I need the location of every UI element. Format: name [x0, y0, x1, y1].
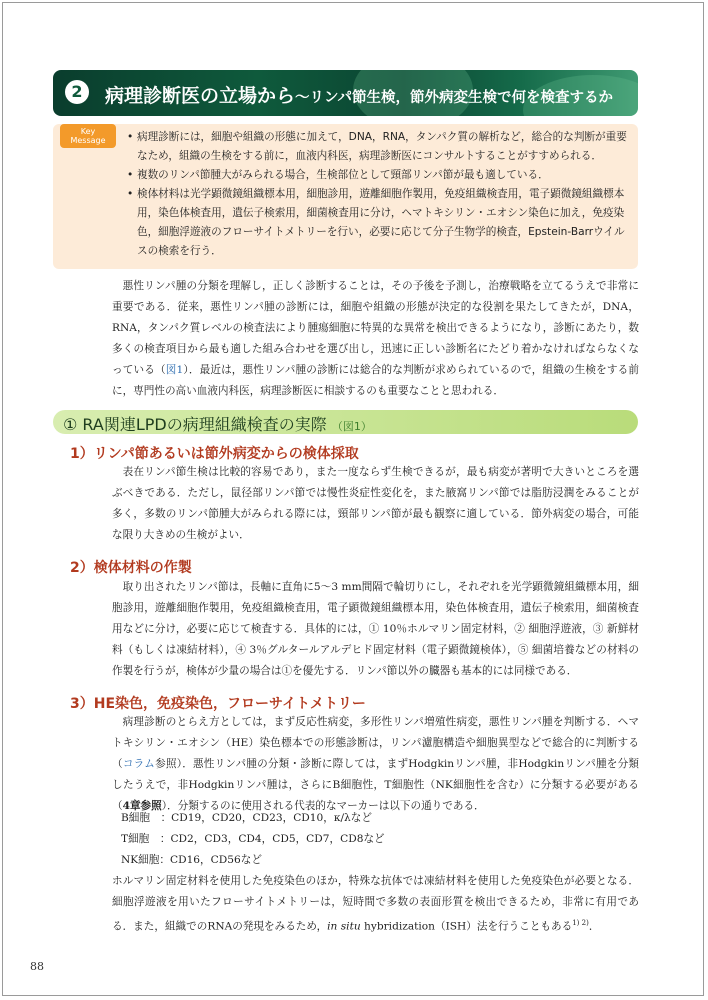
title-main: 病理診断医の立場から [105, 85, 296, 107]
sub1-paragraph: 表在リンパ節生検は比較的容易であり，また一度ならず生検できるが，最も病変が著明で大きいところを選ぶべきである．ただし，鼠径部リンパ節では慢性炎症性変化を，また腋窩リンパ節では脂肪浸潤をみることが多く，多数のリンパ節腫大がみられる際には，頸部リンパ節が最も観察に適している．節外病変の場合，可能な限り大きめの生検がよい． [112, 466, 639, 541]
column-ref-link[interactable]: コラム [122, 758, 156, 770]
marker-value: CD19，CD20，CD23，CD10，κ/λなど [171, 812, 372, 824]
sub3-paragraph [112, 712, 639, 817]
section-figure-ref[interactable]: （図1） [331, 420, 372, 433]
key-item: • 複数のリンパ節腫大がみられる場合，生検部位として頸部リンパ節が最も適している． [127, 166, 632, 185]
sub3-text: ホルマリン固定材料を使用した免疫染色のほか，特殊な抗体では凍結材料を使用した免疫染色が必要となる．細胞浮遊液を用いたフローサイトメトリーは，短時間で多数の表面形質を検出できるため，非常に有用である．また，組織でのRNAの発現をみるため， [112, 875, 639, 933]
marker-row-t [121, 829, 385, 850]
intro-text: 悪性リンパ腫の分類を理解し，正しく診断することは，その予後を予測し，治療戦略を立てるうえで非常に重要である．従来，悪性リンパ腫の診断には，細胞や組織の形態が決定的な役割を果たしてきたが，DNA，RNA，タンパク質レベルの検査法により腫瘍細胞に特異的な異常を検出できるようになり，診断にあたり，数多くの検査項目から最も適した組み合わせを選び出し，迅速に正しい診断名にたどり着かなければならなくなっている（ [112, 280, 639, 376]
marker-label: T細胞 ： [121, 833, 171, 845]
key-label-line2: Message [70, 136, 106, 145]
marker-value: CD16，CD56など [169, 854, 262, 866]
sub3-text: hybridization（ISH）法を行うこともある [360, 920, 573, 933]
key-item: • 検体材料は光学顕微鏡組織標本用，細胞診用，遊離細胞作製用，免疫組織検査用，電子顕微鏡組織標本用，染色体検査用，遺伝子検索用，細菌検査用に分け，ヘマトキシリン・エオシン染色に加え，免疫染色，細胞浮遊液のフローサイトメトリーを行い，必要に応じて分子生物学的検査，Epstein-Barrウイルスの検索を行う． [127, 185, 632, 261]
key-label-line1: Key [80, 127, 96, 136]
marker-row-nk [121, 850, 262, 871]
sub3-text: ）．分類するのに使用される代表的なマーカーは以下の通りである． [161, 800, 485, 812]
intro-paragraph [112, 276, 639, 402]
intro-text: ）．最近は，悪性リンパ腫の診断には総合的な判断が求められているので，組織の生検をする前に，専門性の高い血液内科医，病理診断医に相談するのも重要なことと思われる． [112, 364, 640, 397]
subheading-3: 3）HE染色，免疫染色，フローサイトメトリー [70, 696, 366, 712]
chapter-ref: 4章参照 [122, 800, 162, 812]
chapter-banner [53, 70, 638, 116]
key-message-label [60, 124, 116, 148]
key-message-list [127, 128, 632, 261]
sub3-text: ． [588, 920, 600, 933]
citation: 1) 2) [572, 919, 589, 927]
in-situ-italic: in situ [327, 920, 361, 933]
subheading-1: 1）リンパ節あるいは節外病変からの検体採取 [70, 446, 359, 462]
sub3-text: 参照）．悪性リンパ腫の分類・診断に際しては，まずHodgkinリンパ腫，非Hodgkinリンパ腫を分類したうえで，非Hodgkinリンパ腫は，さらにB細胞性，T細胞性（NK細胞性を含む）に分類する必要がある（ [112, 758, 639, 812]
section-heading [63, 412, 372, 435]
section-heading-text: ① RA関連LPDの病理組織検査の実際 [63, 415, 327, 434]
marker-value: CD2，CD3，CD4，CD5，CD7，CD8など [170, 833, 385, 845]
marker-row-b [121, 808, 372, 829]
figure-ref-link[interactable]: 図1 [165, 364, 184, 376]
key-item: • 病理診断には，細胞や組織の形態に加えて，DNA，RNA，タンパク質の解析など，総合的な判断が重要なため，組織の生検をする前に，血液内科医，病理診断医にコンサルトすることがすすめられる． [127, 128, 632, 166]
sub3-paragraph-end [112, 871, 639, 938]
sub3-text: 病理診断のとらえ方としては，まず反応性病変，多形性リンパ増殖性病変，悪性リンパ腫を判断する．ヘマトキシリン・エオシン（HE）染色標本での形態診断は，リンパ濾胞構造や細胞異型などで総合的に判断する（ [112, 716, 639, 770]
page-number: 88 [30, 960, 44, 973]
marker-label: NK細胞： [121, 854, 170, 866]
sub2-paragraph: 取り出されたリンパ節は，長軸に直角に5～3 mm間隔で輪切りにし，それぞれを光学顕微鏡組織標本用，細胞診用，遊離細胞作製用，免疫組織検査用，電子顕微鏡組織標本用，染色体検査用，遺伝子検索用，細菌検査用などに分け，必要に応じて検査する．具体的には，① 10％ホルマリン固定材料，② 細胞浮遊液，③ 新鮮材料（もしくは凍結材料），④ 3％グルタールアルデヒド固定材料（電子顕微鏡検体），⑤ 細菌培養などの材料の作製を行うが，検体が少量の場合は①を優先する．リンパ節以外の臓器も基本的には同様である． [112, 581, 639, 677]
subheading-2: 2）検体材料の作製 [70, 560, 192, 576]
page-title [105, 81, 613, 108]
marker-label: B細胞 ： [121, 812, 172, 824]
section-number-badge: 2 [65, 80, 89, 104]
title-subtitle: ～リンパ節生検，節外病変生検で何を検査するか [295, 90, 613, 106]
